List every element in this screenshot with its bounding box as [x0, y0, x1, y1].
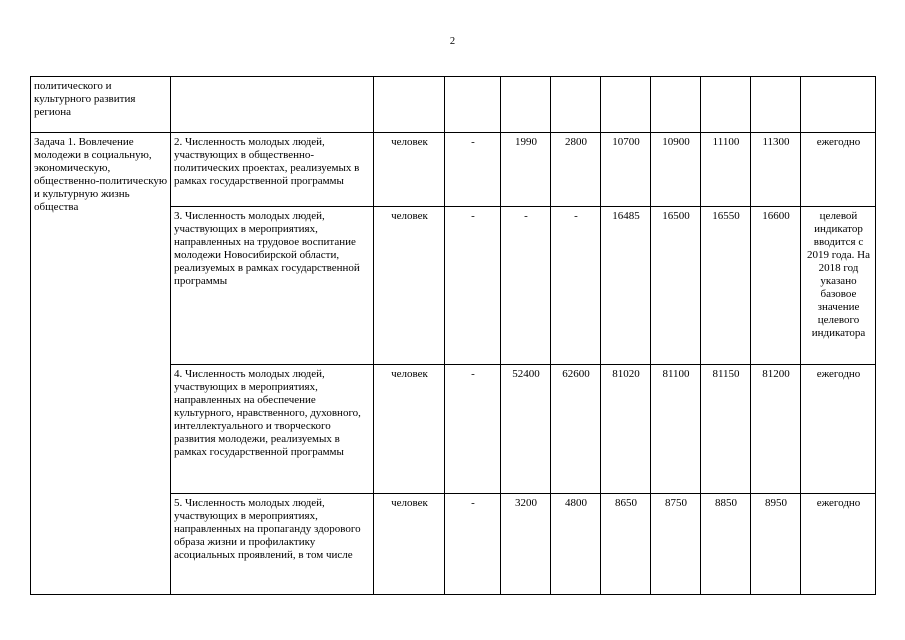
empty-cell	[601, 77, 651, 133]
value-cell: 8950	[751, 494, 801, 595]
unit-cell: человек	[374, 365, 445, 494]
empty-cell	[374, 77, 445, 133]
value-cell: -	[501, 207, 551, 365]
unit-cell: человек	[374, 207, 445, 365]
value-cell: 8650	[601, 494, 651, 595]
value-cell: 8750	[651, 494, 701, 595]
empty-cell	[751, 77, 801, 133]
value-cell: 16600	[751, 207, 801, 365]
empty-cell	[445, 77, 501, 133]
value-cell: 10900	[651, 133, 701, 207]
empty-cell	[171, 77, 374, 133]
value-cell: 81100	[651, 365, 701, 494]
value-cell: 11300	[751, 133, 801, 207]
task-cell: Задача 1. Вовлечение молодежи в социальную, экономическую, общественно-политическую и культурную жизнь общества	[31, 133, 171, 595]
value-cell: 4800	[551, 494, 601, 595]
table-row	[31, 77, 876, 133]
note-cell: ежегодно	[801, 365, 876, 494]
indicator-cell: 2. Численность молодых людей, участвующих в общественно-политических проектах, реализуемых в рамках государственной программы	[171, 133, 374, 207]
value-cell: 16485	[601, 207, 651, 365]
indicator-cell: 3. Численность молодых людей, участвующих в мероприятиях, направленных на трудовое воспитание молодежи Новосибирской области, реализуемых в рамках государственной программы	[171, 207, 374, 365]
note-cell: ежегодно	[801, 133, 876, 207]
goal-cell: политического и культурного развития региона	[31, 77, 171, 133]
value-cell: -	[445, 365, 501, 494]
empty-cell	[501, 77, 551, 133]
value-cell: 81020	[601, 365, 651, 494]
table-row	[31, 133, 876, 207]
indicators-table	[30, 76, 876, 595]
note-cell: целевой индикатор вводится с 2019 года. На 2018 год указано базовое значение целевого индикатора	[801, 207, 876, 365]
value-cell: 10700	[601, 133, 651, 207]
empty-cell	[551, 77, 601, 133]
unit-cell: человек	[374, 133, 445, 207]
value-cell: -	[445, 207, 501, 365]
page-number: 2	[449, 36, 456, 47]
empty-cell	[801, 77, 876, 133]
value-cell: 62600	[551, 365, 601, 494]
value-cell: -	[551, 207, 601, 365]
note-cell: ежегодно	[801, 494, 876, 595]
value-cell: -	[445, 494, 501, 595]
value-cell: 81150	[701, 365, 751, 494]
value-cell: 16550	[701, 207, 751, 365]
unit-cell: человек	[374, 494, 445, 595]
value-cell: 8850	[701, 494, 751, 595]
indicator-cell: 5. Численность молодых людей, участвующих в мероприятиях, направленных на пропаганду здорового образа жизни и профилактику асоциальных проявлений, в том числе	[171, 494, 374, 595]
value-cell: 81200	[751, 365, 801, 494]
value-cell: 16500	[651, 207, 701, 365]
value-cell: 52400	[501, 365, 551, 494]
value-cell: -	[445, 133, 501, 207]
empty-cell	[651, 77, 701, 133]
indicator-cell: 4. Численность молодых людей, участвующих в мероприятиях, направленных на обеспечение культурного, нравственного, духовного, интеллектуального и творческого развития молодежи, реализуемых в рамках государственной программы	[171, 365, 374, 494]
empty-cell	[701, 77, 751, 133]
value-cell: 3200	[501, 494, 551, 595]
value-cell: 11100	[701, 133, 751, 207]
value-cell: 1990	[501, 133, 551, 207]
value-cell: 2800	[551, 133, 601, 207]
